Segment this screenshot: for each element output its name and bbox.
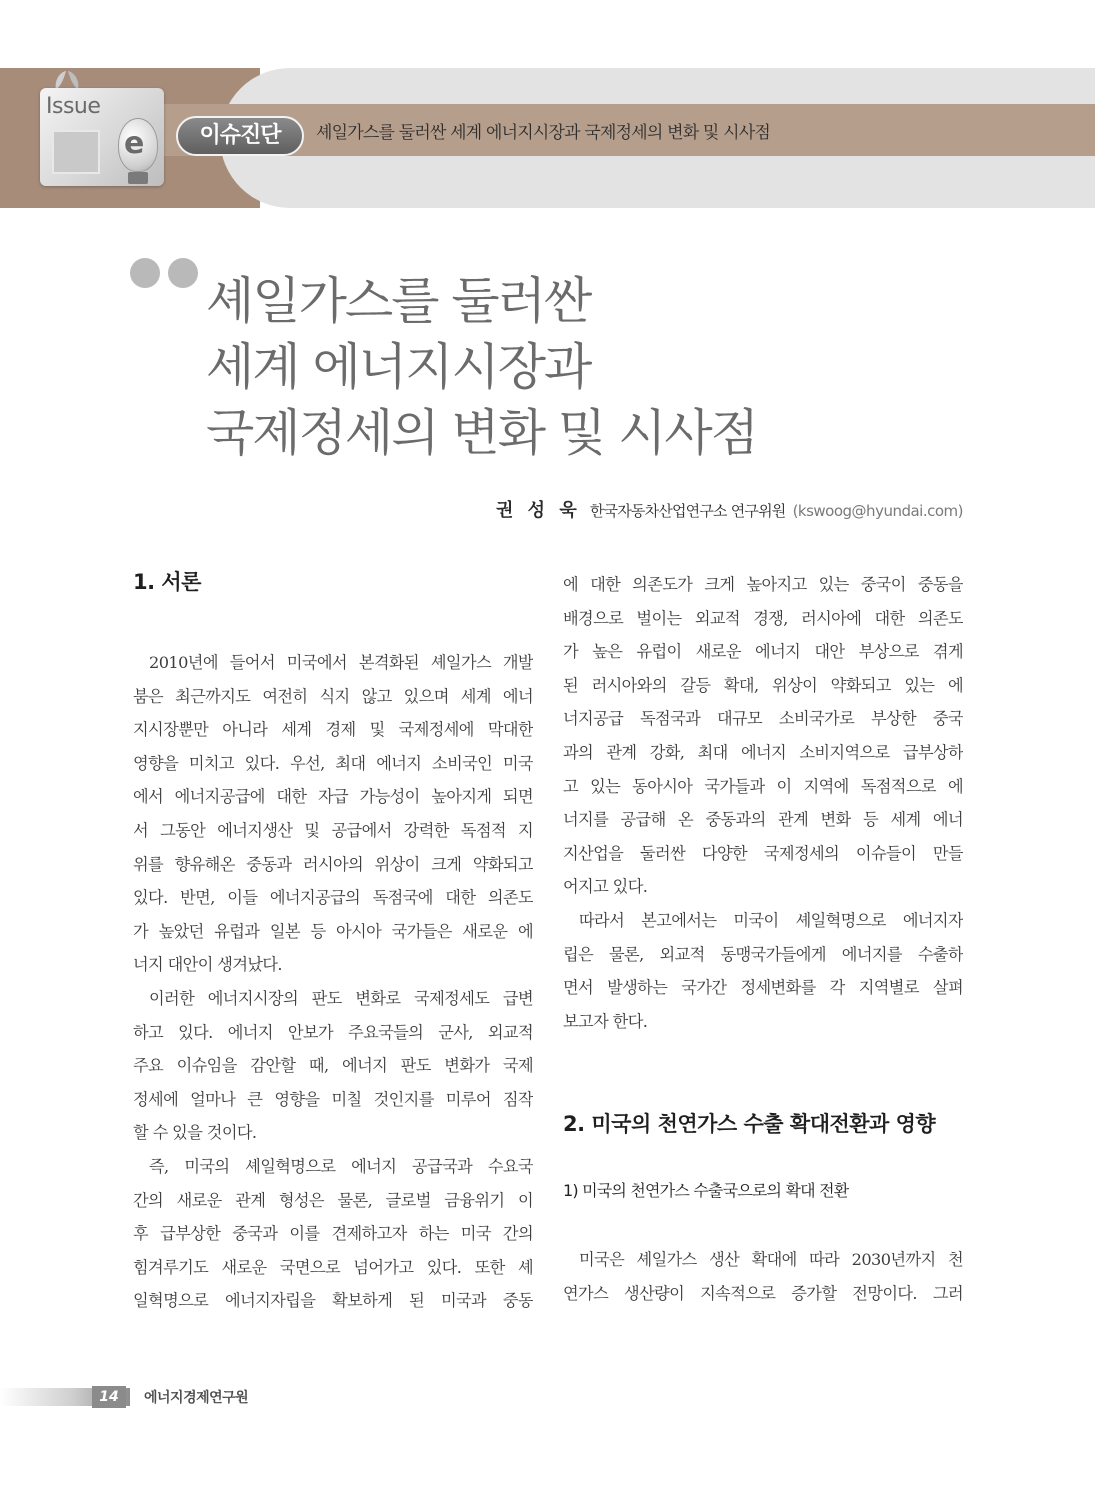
logo-text: Issue — [46, 94, 101, 119]
author-email: (kswoog@hyundai.com) — [792, 502, 963, 520]
body-line: 고 있는 동아시아 국가들과 이 지역에 독점적으로 에 — [563, 776, 963, 796]
body-line: 2010년에 들어서 미국에서 본격화된 셰일가스 개발 — [149, 653, 533, 672]
page-number: 14 — [92, 1386, 126, 1408]
body-line: 지시장뿐만 아니라 세계 경제 및 국제정세에 막대한 — [133, 720, 533, 740]
body-line: 서 그동안 에너지생산 및 공급에서 강력한 독점적 지 — [133, 820, 533, 840]
dot-icon — [130, 258, 160, 288]
body-line: 보고자 한다. — [563, 1011, 648, 1031]
title-line: 세계 에너지시장과 — [206, 338, 591, 396]
header-subtitle: 셰일가스를 둘러싼 세계 에너지시장과 국제정세의 변화 및 시사점 — [316, 123, 771, 143]
subsection-heading: 1) 미국의 천연가스 수출국으로의 확대 전환 — [563, 1181, 849, 1201]
body-line: 붐은 최근까지도 여전히 식지 않고 있으며 세계 에너 — [133, 686, 533, 706]
author-affiliation: 한국자동차산업연구소 연구위원 — [589, 502, 786, 520]
body-line: 에서 에너지공급에 대한 자급 가능성이 높아지게 되면 — [133, 787, 533, 807]
body-line: 면서 발생하는 국가간 정세변화를 각 지역별로 살펴 — [563, 978, 963, 998]
logo-letter: e — [124, 126, 145, 161]
logo-square-icon — [52, 130, 100, 174]
body-line: 할 수 있을 것이다. — [133, 1123, 257, 1143]
section-label: 이슈진단 — [199, 123, 281, 148]
body-line: 연가스 생산량이 지속적으로 증가할 전망이다. 그러 — [563, 1283, 963, 1303]
body-line: 즉, 미국의 셰일혁명으로 에너지 공급국과 수요국 — [149, 1156, 533, 1176]
body-line: 가 높은 유럽이 새로운 에너지 대안 부상으로 겪게 — [563, 642, 963, 662]
body-line: 위를 향유해온 중동과 러시아의 위상이 크게 약화되고 — [133, 854, 533, 874]
body-line: 힘겨루기도 새로운 국면으로 넘어가고 있다. 또한 셰 — [133, 1257, 533, 1277]
body-line: 미국은 셰일가스 생산 확대에 따라 2030년까지 천 — [579, 1250, 963, 1270]
dot-icon — [168, 258, 198, 288]
body-line: 립은 물론, 외교적 동맹국가들에게 에너지를 수출하 — [563, 944, 963, 964]
body-line: 주요 이슈임을 감안할 때, 에너지 판도 변화가 국제 — [133, 1056, 533, 1076]
body-line: 과의 관계 강화, 최대 에너지 소비지역으로 급부상하 — [563, 742, 963, 762]
author-name: 권 성 욱 — [496, 500, 581, 521]
lightbulb-base-icon — [128, 172, 148, 184]
publisher-name: 에너지경제연구원 — [144, 1390, 249, 1406]
body-line: 이러한 에너지시장의 판도 변화로 국제정세도 급변 — [149, 988, 533, 1008]
body-line: 간의 새로운 관계 형성은 물론, 글로벌 금융위기 이 — [133, 1190, 533, 1210]
byline — [496, 496, 963, 522]
title-line: 셰일가스를 둘러싼 — [206, 272, 591, 330]
body-line: 된 러시아와의 갈등 확대, 위상이 약화되고 있는 에 — [563, 675, 963, 695]
body-line: 후 급부상한 중국과 이를 견제하고자 하는 미국 간의 — [133, 1224, 533, 1244]
title-line: 국제정세의 변화 및 시사점 — [206, 404, 757, 462]
body-line: 너지를 공급해 온 중동과의 관계 변화 등 세계 에너 — [563, 810, 963, 830]
left-column — [133, 566, 533, 1318]
body-line: 따라서 본고에서는 미국이 셰일혁명으로 에너지자 — [579, 910, 963, 930]
body-line: 영향을 미치고 있다. 우선, 최대 에너지 소비국인 미국 — [133, 753, 533, 773]
issue-logo — [40, 88, 164, 186]
body-line: 정세에 얼마나 큰 영향을 미칠 것인지를 미루어 짐작 — [133, 1089, 533, 1109]
body-line: 있다. 반면, 이들 에너지공급의 독점국에 대한 의존도 — [133, 888, 533, 908]
section-heading: 1. 서론 — [133, 570, 201, 594]
section-label-pill — [176, 116, 304, 156]
body-line: 배경으로 벌이는 외교적 경쟁, 러시아에 대한 의존도 — [563, 608, 963, 628]
body-line: 너지공급 독점국과 대규모 소비국가로 부상한 중국 — [563, 709, 963, 729]
right-column — [563, 568, 963, 1311]
body-line: 일혁명으로 에너지자립을 확보하게 된 미국과 중동 — [133, 1291, 533, 1311]
body-line: 너지 대안이 생겨났다. — [133, 955, 282, 975]
body-line: 에 대한 의존도가 크게 높아지고 있는 중국이 중동을 — [563, 575, 963, 594]
body-line: 가 높았던 유럽과 일본 등 아시아 국가들은 새로운 에 — [133, 921, 533, 941]
body-line: 지산업을 둘러싼 다양한 국제정세의 이슈들이 만들 — [563, 843, 963, 863]
body-line: 하고 있다. 에너지 안보가 주요국들의 군사, 외교적 — [133, 1022, 533, 1042]
body-line: 어지고 있다. — [563, 877, 648, 897]
section-heading: 2. 미국의 천연가스 수출 확대전환과 영향 — [563, 1112, 936, 1137]
article-title — [206, 268, 1006, 466]
